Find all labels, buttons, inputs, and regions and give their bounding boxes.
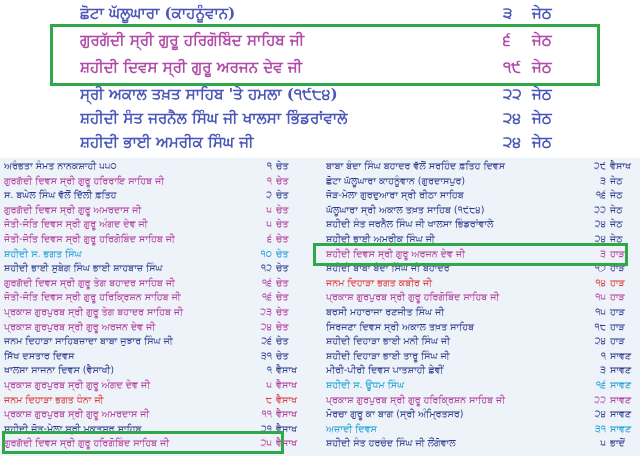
- list-item: [4, 175, 306, 189]
- event-name: ਸ਼ਹੀਦੀ ਦਿਹਾੜਾ ਭਾਈ ਤਾਰੂ ਸਿੰਘ ਜੀ: [326, 350, 450, 362]
- event-month: ਹਾੜ: [610, 248, 625, 260]
- event-month: ਚੇਤ: [276, 204, 289, 216]
- event-day: ੨੪: [260, 321, 272, 333]
- event-day: ੩੧: [260, 350, 272, 362]
- list-item: [4, 394, 306, 408]
- event-name: ਸ਼ਹੀਦੀ ਦਿਵਸ ਸ੍ਰੀ ਗੁਰੂ ਅਰਜਨ ਦੇਵ ਜੀ: [326, 248, 465, 260]
- event-month: ਸਾਵਣ: [610, 365, 632, 377]
- list-item: [326, 408, 640, 422]
- event-day: ੧: [266, 175, 272, 187]
- list-item: [4, 350, 306, 364]
- list-item: [4, 277, 306, 291]
- event-month: ਚੇਤ: [276, 277, 289, 289]
- list-item: [4, 364, 306, 378]
- event-day: ੧੮: [594, 321, 606, 333]
- event-name: ਛੋਟਾ ਘੱਲੂਘਾਰਾ ਕਾਹਨੂੰਵਾਨ (ਗੁਰਦਾਸਪੁਰ): [326, 175, 466, 187]
- list-item: [4, 160, 306, 174]
- list-item: [326, 364, 640, 378]
- event-day: ੨੩: [260, 307, 272, 318]
- list-item: [4, 189, 306, 203]
- event-month: ਜੇਠ: [532, 109, 552, 127]
- event-name: ਸ਼ਹੀਦੀ ਦਿਹਾੜਾ ਭਾਈ ਮਨੀ ਸਿੰਘ ਜੀ: [326, 336, 451, 348]
- event-month: ਚੇਤ: [276, 307, 289, 318]
- event-name: ਅਜ਼ਾਦੀ ਦਿਵਸ: [326, 423, 377, 435]
- event-name: ਪ੍ਰਕਾਸ਼ ਗੁਰਪੁਰਬ ਸ੍ਰੀ ਗੁਰੂ ਅਰਜਨ ਦੇਵ ਜੀ: [4, 321, 156, 333]
- list-item: [4, 262, 306, 276]
- event-name: ਜੋਤੀ-ਜੋਤਿ ਦਿਵਸ ਸ੍ਰੀ ਗੁਰੂ ਹਰਿਕ੍ਰਿਸ਼ਨ ਸਾਹਿਬ ਜੀ: [4, 292, 181, 304]
- list-item: [4, 233, 306, 247]
- event-day: ੫: [266, 219, 272, 231]
- highlight-box: [313, 243, 628, 266]
- event-month: ਵੈਸਾਖ: [276, 438, 298, 450]
- event-name: ਸ਼ਹੀਦੀ ਸ. ਊਧਮ ਸਿੰਘ: [326, 380, 405, 391]
- event-name: ਗੁਰਗੱਦੀ ਦਿਵਸ ਸ੍ਰੀ ਗੁਰੂ ਤੇਗ ਬਹਾਦਰ ਸਾਹਿਬ ਜੀ: [4, 277, 175, 289]
- event-day: ੨੪: [594, 219, 606, 231]
- event-day: ੩੧: [594, 423, 606, 435]
- event-day: ੧੦: [260, 248, 272, 260]
- event-month: ਜੇਠ: [610, 175, 623, 187]
- event-name: ਸ਼ਹੀਦੀ ਭਾਈ ਅਮਰੀਕ ਸਿੰਘ ਜੀ: [326, 234, 435, 245]
- event-day: ੬: [503, 31, 511, 49]
- event-name: ਸ਼ਹੀਦੀ ਬਾਬਾ ਬੰਦਾ ਸਿੰਘ ਜੀ ਬਹਾਦਰ: [326, 263, 450, 275]
- event-day: ੩: [600, 175, 606, 187]
- list-item: [4, 204, 306, 218]
- list-item: [4, 306, 306, 320]
- event-day: ੧੨: [260, 263, 272, 275]
- list-item: [326, 335, 640, 349]
- list-item: [326, 350, 640, 364]
- highlight-box: [50, 24, 600, 86]
- list-item: [326, 277, 640, 291]
- list-item: [4, 248, 306, 262]
- event-day: ੧੬: [596, 190, 606, 202]
- event-month: ਵੈਸਾਖ: [276, 394, 298, 406]
- event-month: ਚੇਤ: [276, 190, 289, 202]
- event-name: ਮੀਰੀ-ਪੀਰੀ ਦਿਵਸ ਪਾਤਸ਼ਾਹੀ ਛੇਵੀਂ: [326, 365, 444, 377]
- event-month: ਚੇਤ: [276, 336, 289, 348]
- event-day: ੨੪: [594, 234, 606, 245]
- event-name: ਸਿੱਖ ਦਸਤਾਰ ਦਿਵਸ: [4, 350, 75, 362]
- top-row: [80, 107, 560, 132]
- event-day: ੨੪: [594, 336, 606, 348]
- event-name: ਸ਼ਹੀਦੀ ਭਾਈ ਅਮਰੀਕ ਸਿੰਘ ਜੀ: [80, 133, 254, 151]
- event-month: ਵੈਸਾਖ: [276, 365, 298, 377]
- event-month: ਜੇਠ: [610, 204, 623, 216]
- list-item: [4, 379, 306, 393]
- event-month: ਜੇਠ: [532, 85, 552, 103]
- event-day: ੧੯: [503, 58, 521, 76]
- event-month: ਚੇਤ: [276, 248, 289, 260]
- event-day: ੧: [266, 365, 272, 377]
- event-month: ਵੈਸਾਖ: [276, 380, 298, 391]
- event-day: ੨੨: [594, 394, 606, 406]
- list-item: [4, 218, 306, 232]
- event-month: ਚੇਤ: [276, 219, 289, 231]
- event-month: ਭਾਦੋਂ: [610, 438, 625, 450]
- event-month: ਚੇਤ: [276, 321, 289, 333]
- list-item: [326, 306, 640, 320]
- event-day: ੨੧: [260, 423, 272, 435]
- event-name: ਮੋਰਚਾ ਗੁਰੂ ਕਾ ਬਾਗ (ਸ੍ਰੀ ਅੰਮ੍ਰਿਤਸਰ): [326, 409, 464, 421]
- event-month: ਚੇਤ: [276, 175, 289, 187]
- top-row: [80, 131, 560, 156]
- event-name: ਸ਼ਹੀਦੀ ਦਿਵਸ ਸ੍ਰੀ ਗੁਰੂ ਅਰਜਨ ਦੇਵ ਜੀ: [80, 58, 303, 76]
- event-month: ਚੇਤ: [276, 263, 289, 275]
- list-item: [326, 204, 640, 218]
- event-day: ੧੧: [261, 409, 272, 421]
- event-name: ਗੁਰਗੱਦੀ ਦਿਵਸ ਸ੍ਰੀ ਗੁਰੂ ਹਰਿਰਾਇ ਸਾਹਿਬ ਜੀ: [4, 175, 165, 187]
- event-day: ੬: [267, 234, 272, 245]
- list-item: [326, 218, 640, 232]
- event-day: ੨੪: [503, 109, 521, 127]
- top-row: [80, 83, 560, 108]
- event-day: ੨੨: [503, 85, 522, 103]
- event-day: ੧੫: [595, 307, 606, 318]
- event-day: ੧੬: [596, 380, 606, 391]
- event-day: ੩: [503, 4, 513, 22]
- event-name: ਸ. ਬਘੇਲ ਸਿੰਘ ਵੱਲੋਂ ਦਿੱਲੀ ਫ਼ਤਿਹ: [4, 190, 117, 202]
- top-zoomed-list: [0, 0, 640, 154]
- event-name: ਜੋਤੀ-ਜੋਤਿ ਦਿਵਸ ਸ੍ਰੀ ਗੁਰੂ ਅੰਗਦ ਦੇਵ ਜੀ: [4, 219, 148, 231]
- event-day: ੫: [266, 380, 272, 391]
- event-name: ਜੋੜ-ਮੇਲਾ ਗੁਰਦੁਆਰਾ ਸ੍ਰੀ ਰੀਠਾ ਸਾਹਿਬ: [326, 190, 464, 202]
- event-day: ੮: [265, 394, 272, 406]
- event-month: ਜੇਠ: [610, 190, 623, 202]
- list-item: [326, 379, 640, 393]
- event-name: ਸ਼ਹੀਦੀ ਸੰਤ ਹਰਚੰਦ ਸਿੰਘ ਜੀ ਲੌਂਗੋਵਾਲ: [326, 438, 456, 450]
- event-name: ਗੁਰਗੱਦੀ ਦਿਵਸ ਸ੍ਰੀ ਗੁਰੂ ਹਰਿਗੋਬਿੰਦ ਸਾਹਿਬ ਜੀ: [4, 438, 170, 450]
- event-day: ੩: [600, 365, 606, 377]
- event-day: ੧੬: [262, 292, 272, 304]
- event-month: ਸਾਵਣ: [610, 394, 632, 406]
- list-item: [326, 291, 640, 305]
- event-name: ਸ਼ਹੀਦੀ ਸੰਤ ਜਰਨੈਲ ਸਿੰਘ ਜੀ ਖਾਲਸਾ ਭਿੰਡਰਾਂਵਾਲੇ: [326, 219, 494, 231]
- event-name: ਘੱਲੂਘਾਰਾ ਸ੍ਰੀ ਅਕਾਲ ਤਖ਼ਤ ਸਾਹਿਬ (੧੯੮੪): [326, 204, 485, 216]
- event-name: ਸ਼ਹੀਦੀ ਭਾਈ ਸੁਬੇਗ ਸਿੰਘ ਭਾਈ ਸ਼ਾਹਬਾਜ਼ ਸਿੰਘ: [4, 263, 163, 275]
- event-day: ੨੬: [261, 336, 272, 348]
- event-month: ਚੇਤ: [276, 292, 289, 304]
- event-name: ਸ਼ਹੀਦੀ ਸੰਤ ਜਰਨੈਲ ਸਿੰਘ ਜੀ ਖਾਲਸਾ ਭਿੰਡਰਾਂਵਾਲੇ: [80, 109, 348, 127]
- event-name: ਸਿਰਜਣਾ ਦਿਵਸ ਸ੍ਰੀ ਅਕਾਲ ਤਖ਼ਤ ਸਾਹਿਬ: [326, 321, 475, 333]
- event-name: ਪ੍ਰਕਾਸ਼ ਗੁਰਪੁਰਬ ਸ੍ਰੀ ਗੁਰੂ ਤੇਗ ਬਹਾਦਰ ਸਾਹਿਬ ਜੀ: [4, 307, 183, 318]
- event-name: ਪ੍ਰਕਾਸ਼ ਗੁਰਪੁਰਬ ਸ੍ਰੀ ਗੁਰੂ ਅਮਰਦਾਸ ਜੀ: [4, 409, 150, 421]
- event-name: ਬਾਬਾ ਬੰਦਾ ਸਿੰਘ ਬਹਾਦਰ ਵੱਲੋਂ ਸਰਹਿੰਦ ਫ਼ਤਿਹ ਦਿਵਸ: [326, 161, 506, 172]
- event-day: ੨੫: [260, 438, 272, 450]
- event-month: ਹਾੜ: [610, 292, 625, 304]
- event-day: ੨੪: [503, 133, 521, 151]
- list-item: [326, 160, 640, 174]
- event-month: ਸਾਵਣ: [610, 423, 632, 435]
- event-day: ੫: [266, 204, 272, 216]
- event-day: ੧: [600, 350, 606, 362]
- event-day: ੧: [266, 161, 272, 172]
- event-month: ਸਾਵਣ: [610, 409, 632, 421]
- event-month: ਚੇਤ: [276, 161, 289, 172]
- event-day: ੨੪: [594, 409, 606, 421]
- event-month: ਹਾੜ: [610, 277, 625, 289]
- event-name: ਅਰੰਭਤਾ ਸੰਮਤ ਨਾਨਕਸ਼ਾਹੀ ੫੫੦: [4, 161, 117, 172]
- event-month: ਵੈਸਾਖ: [276, 409, 298, 421]
- list-item: [326, 423, 640, 437]
- event-day: ੩: [600, 248, 606, 260]
- event-day: ੨੨: [594, 204, 606, 216]
- event-day: ੧੫: [595, 292, 606, 304]
- event-name: ਜੋਤੀ-ਜੋਤਿ ਦਿਵਸ ਸ੍ਰੀ ਗੁਰੂ ਹਰਿਗੋਬਿੰਦ ਸਾਹਿਬ ਜੀ: [4, 234, 175, 245]
- event-name: ਛੋਟਾ ਘੱਲੂਘਾਰਾ (ਕਾਹਨੂੰਵਾਨ): [80, 4, 236, 22]
- list-item: [4, 291, 306, 305]
- list-item: [326, 175, 640, 189]
- event-name: ਗੁਰਗੱਦੀ ਸ੍ਰੀ ਗੁਰੂ ਹਰਿਗੋਬਿੰਦ ਸਾਹਿਬ ਜੀ: [80, 31, 305, 49]
- event-month: ਜੇਠ: [610, 219, 623, 231]
- event-month: ਵੈਸਾਖ: [610, 161, 632, 172]
- event-name: ਪ੍ਰਕਾਸ਼ ਗੁਰਪੁਰਬ ਸ੍ਰੀ ਗੁਰੂ ਹਰਿਕ੍ਰਿਸ਼ਨ ਸਾਹਿਬ ਜੀ: [326, 394, 506, 406]
- event-day: ੨: [266, 190, 272, 202]
- event-month: ਜੇਠ: [610, 234, 623, 245]
- event-name: ਬਰਸੀ ਮਹਾਰਾਜਾ ਰਣਜੀਤ ਸਿੰਘ ਜੀ: [326, 307, 445, 318]
- event-day: ੧੭: [594, 263, 606, 275]
- event-name: ਸ੍ਰੀ ਅਕਾਲ ਤਖ਼ਤ ਸਾਹਿਬ 'ਤੇ ਹਮਲਾ (੧੯੮੪): [80, 85, 338, 103]
- list-item: [4, 408, 306, 422]
- event-month: ਸਾਵਣ: [610, 350, 632, 362]
- event-month: ਹਾੜ: [610, 263, 625, 275]
- event-month: ਹਾੜ: [610, 336, 625, 348]
- event-month: ਜੇਠ: [532, 4, 552, 22]
- highlight-box: [2, 431, 284, 454]
- list-item: [326, 189, 640, 203]
- event-month: ਜੇਠ: [532, 133, 552, 151]
- event-name: ਪ੍ਰਕਾਸ਼ ਗੁਰਪੁਰਬ ਸ੍ਰੀ ਗੁਰੂ ਹਰਿਗੋਬਿੰਦ ਸਾਹਿਬ ਜੀ: [326, 292, 500, 304]
- event-name: ਸ਼ਹੀਦੀ ਸ. ਭਗਤ ਸਿੰਘ: [4, 248, 82, 260]
- event-day: ੨੯: [593, 161, 606, 172]
- event-month: ਚੇਤ: [276, 234, 289, 245]
- event-name: ਸ਼ਹੀਦੀ ਜੋੜ-ਮੇਲਾ ਸ੍ਰੀ ਮੁਕਤਸਰ ਸਾਹਿਬ: [4, 423, 142, 435]
- calendar-list: [0, 158, 640, 456]
- event-month: ਜੇਠ: [532, 31, 552, 49]
- event-month: ਹਾੜ: [610, 307, 625, 318]
- event-day: ੧੬: [262, 277, 272, 289]
- event-name: ਗੁਰਗੱਦੀ ਦਿਵਸ ਸ੍ਰੀ ਗੁਰੂ ਅਮਰਦਾਸ ਜੀ: [4, 204, 142, 216]
- event-name: ਜਨਮ ਦਿਹਾੜਾ ਭਗਤ ਧੰਨਾ ਜੀ: [4, 394, 104, 406]
- event-name: ਖਾਲਸਾ ਸਾਜਨਾ ਦਿਵਸ (ਵੈਸਾਖੀ): [4, 365, 115, 377]
- event-day: ੧੪: [595, 277, 606, 289]
- event-day: ੫: [600, 438, 606, 450]
- list-item: [326, 394, 640, 408]
- event-month: ਵੈਸਾਖ: [276, 423, 298, 435]
- event-name: ਜਨਮ ਦਿਹਾੜਾ ਭਗਤ ਕਬੀਰ ਜੀ: [326, 277, 433, 289]
- event-name: ਪ੍ਰਕਾਸ਼ ਗੁਰਪੁਰਬ ਸ੍ਰੀ ਗੁਰੂ ਅੰਗਦ ਦੇਵ ਜੀ: [4, 380, 151, 391]
- event-month: ਸਾਵਣ: [610, 380, 632, 391]
- list-item: [4, 335, 306, 349]
- list-item: [4, 321, 306, 335]
- list-item: [326, 437, 640, 451]
- list-item: [326, 321, 640, 335]
- event-name: ਜਨਮ ਦਿਹਾੜਾ ਸਾਹਿਬਜ਼ਾਦਾ ਬਾਬਾ ਜੁਝਾਰ ਸਿੰਘ ਜੀ: [4, 336, 173, 348]
- event-month: ਚੇਤ: [276, 350, 289, 362]
- event-month: ਜੇਠ: [532, 58, 552, 76]
- event-month: ਹਾੜ: [610, 321, 625, 333]
